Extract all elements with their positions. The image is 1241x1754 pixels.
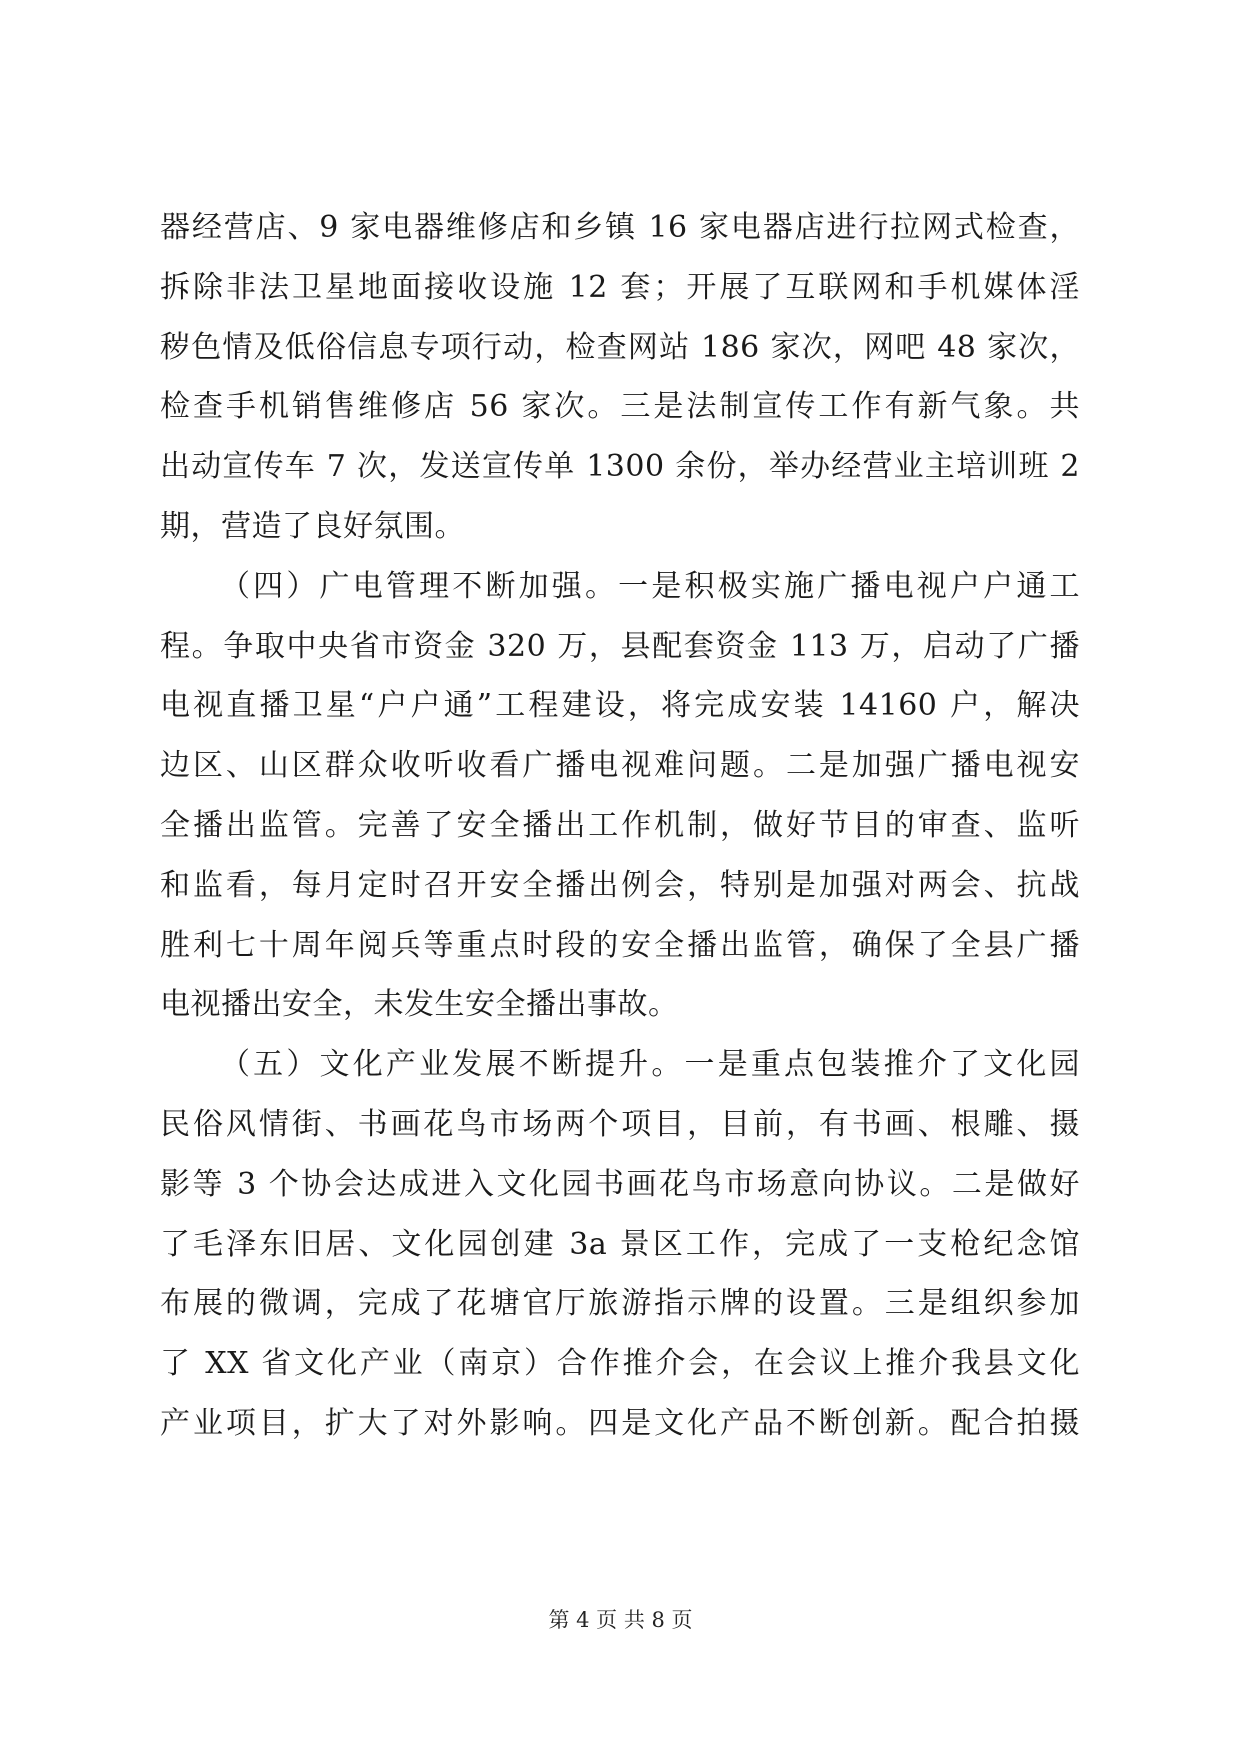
text-line: 拆除非法卫星地面接收设施 12 套；开展了互联网和手机媒体淫 [160, 269, 1080, 305]
text-line: 了毛泽东旧居、文化园创建 3a 景区工作，完成了一支枪纪念馆 [160, 1226, 1080, 1262]
text-line: 电视直播卫星“户户通”工程建设，将完成安装 14160 户，解决 [160, 688, 1080, 724]
text-line: 器经营店、9 家电器维修店和乡镇 16 家电器店进行拉网式检查， [160, 210, 1080, 245]
page-footer: 第 4 页 共 8 页 [548, 1608, 693, 1632]
text-line: 影等 3 个协会达成进入文化园书画花鸟市场意向协议。二是做好 [160, 1166, 1080, 1202]
text-line: 出动宣传车 7 次，发送宣传单 1300 余份，举办经营业主培训班 2 [160, 449, 1080, 485]
text-line: 全播出监管。完善了安全播出工作机制，做好节目的审查、监听 [160, 807, 1080, 843]
text-line: 产业项目，扩大了对外影响。四是文化产品不断创新。配合拍摄 [160, 1405, 1080, 1441]
text-line: 布展的微调，完成了花塘官厅旅游指示牌的设置。三是组织参加 [160, 1286, 1080, 1322]
text-line: 检查手机销售维修店 56 家次。三是法制宣传工作有新气象。共 [160, 389, 1080, 425]
text-line: 了 XX 省文化产业（南京）合作推介会，在会议上推介我县文化 [160, 1346, 1080, 1382]
body-text [160, 198, 1080, 1454]
text-line: 胜利七十周年阅兵等重点时段的安全播出监管，确保了全县广播 [160, 927, 1080, 963]
text-line: 程。争取中央省市资金 320 万，县配套资金 113 万，启动了广播 [160, 628, 1080, 664]
text-line: 期，营造了良好氛围。 [160, 508, 465, 544]
text-line: 电视播出安全，未发生安全播出事故。 [160, 987, 679, 1023]
paragraph-start-line: （五）文化产业发展不断提升。一是重点包装推介了文化园 [220, 1047, 1080, 1083]
text-line: 秽色情及低俗信息专项行动，检查网站 186 家次，网吧 48 家次， [160, 329, 1080, 365]
text-line: 边区、山区群众收听收看广播电视难问题。二是加强广播电视安 [160, 748, 1080, 784]
text-line: 和监看，每月定时召开安全播出例会，特别是加强对两会、抗战 [160, 867, 1080, 903]
text-line: 民俗风情街、书画花鸟市场两个项目，目前，有书画、根雕、摄 [160, 1106, 1080, 1142]
paragraph-start-line: （四）广电管理不断加强。一是积极实施广播电视户户通工 [220, 568, 1080, 604]
